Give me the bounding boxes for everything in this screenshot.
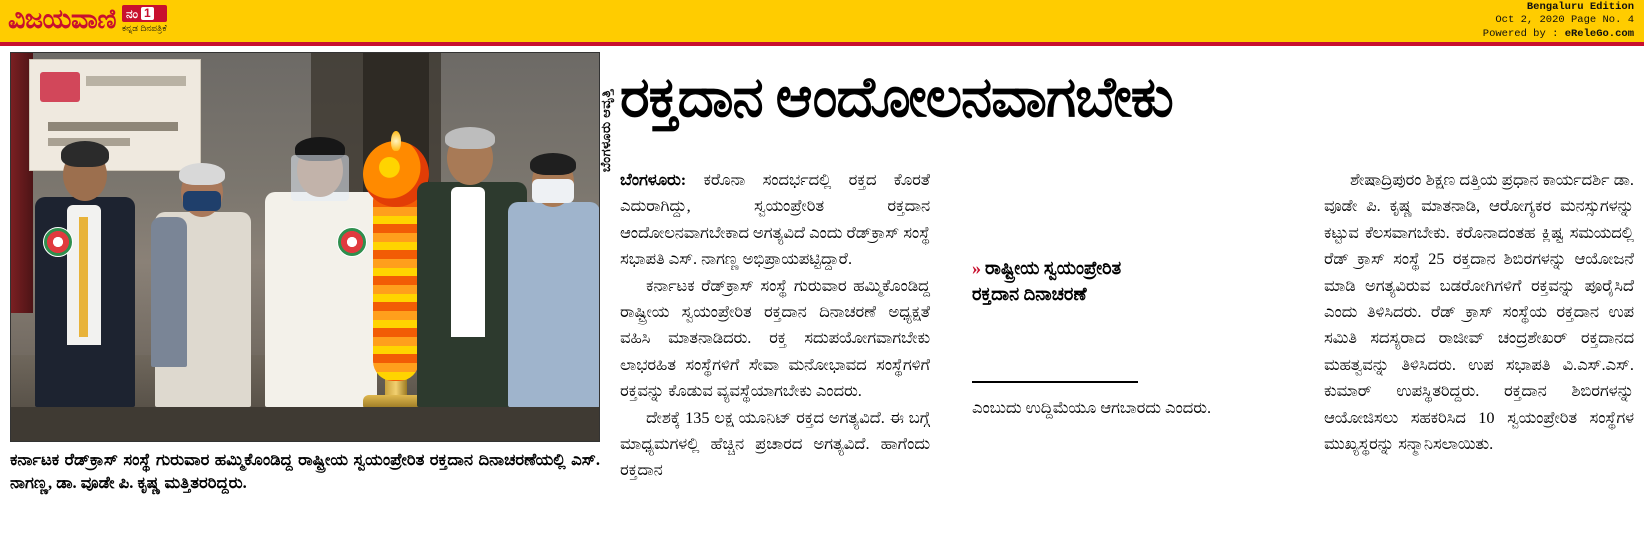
photo-table <box>11 407 599 441</box>
pull-quote-text: ರಾಷ್ಟ್ರೀಯ ಸ್ವಯಂಪ್ರೇರಿತ ರಕ್ತದಾನ ದಿನಾಚರಣೆ <box>972 258 1122 305</box>
rank-badge-number: 1 <box>141 7 154 20</box>
publication-logo <box>8 5 167 34</box>
edition-date-page: Oct 2, 2020 Page No. 4 <box>1495 14 1634 27</box>
publication-name: ವಿಜಯವಾಣಿ <box>8 4 116 35</box>
publication-tagline: ಕನ್ನಡ ದಿನಪತ್ರಿಕೆ <box>121 23 167 34</box>
photo-person-2 <box>151 127 256 407</box>
photo-person-3 <box>261 107 381 407</box>
edition-info <box>1483 1 1634 41</box>
powered-by-brand: eReleGo.com <box>1564 27 1634 40</box>
masthead <box>0 0 1644 42</box>
article-headline: ರಕ್ತದಾನ ಆಂದೋಲನವಾಗಬೇಕು <box>620 67 1173 129</box>
column-3 <box>1324 167 1634 457</box>
rank-badge <box>122 5 167 22</box>
text-columns <box>620 167 1634 547</box>
photo-person-5 <box>506 117 600 407</box>
powered-by-label: Powered by : <box>1482 27 1565 40</box>
column-2-text: ಎಂಬುದು ಉದ್ದಿಮೆಯೂ ಆಗಬಾರದು ಎಂದರು. <box>972 398 1212 417</box>
photo-person-1 <box>29 107 139 407</box>
column-1-paragraph-2: ಕರ್ನಾಟಕ ರೆಡ್‌ಕ್ರಾಸ್ ಸಂಸ್ಥೆ ಗುರುವಾರ ಹಮ್ಮಿಕೊಂಡಿದ್ದ ರಾಷ್ಟ್ರೀಯ ಸ್ವಯಂಪ್ರೇರಿತ ರಕ್ತದಾನ ದಿನಾಚರಣೆ ಅಧ್ಯಕ್ಷತೆ ವಹಿಸಿ ಮಾತನಾಡಿದರು. ರಕ್ತ ಸದುಪಯೋಗವಾಗಬೇಕು ಲಾಭರಹಿತ ಸಂಸ್ಥೆಗಳಿಗೆ ಸೇವಾ ಮನೋಭಾವದ ಸಂಸ್ಥೆಗಳಿಗೆ ರಕ್ತವನ್ನು ಕೊಡುವ ವ್ಯವಸ್ಥೆಯಾಗಬೇಕು ಎಂದರು. <box>620 275 930 401</box>
edition-vertical-label: ಬೆಂಗಳೂರು ಆವೃತ್ತಿ <box>598 89 613 173</box>
masthead-divider <box>0 42 1644 46</box>
photo-column <box>10 52 600 495</box>
edition-name: Bengaluru Edition <box>1526 1 1634 13</box>
powered-by <box>1483 28 1634 41</box>
dateline: ಬೆಂಗಳೂರು: <box>620 170 687 189</box>
column-3-paragraph-1: ಶೇಷಾದ್ರಿಪುರಂ ಶಿಕ್ಷಣ ದತ್ತಿಯ ಪ್ರಧಾನ ಕಾರ್ಯದರ್ಶಿ ಡಾ. ವೂಡೇ ಪಿ. ಕೃಷ್ಣ ಮಾತನಾಡಿ, ಆರೋಗ್ಯಕರ ಮನಸ್ಸುಗಳನ್ನು ಕಟ್ಟುವ ಕೆಲಸವಾಗಬೇಕು. ಕರೊನಾದಂತಹ ಕ್ಲಿಷ್ಟ ಸಮಯದಲ್ಲಿ ರೆಡ್ ಕ್ರಾಸ್ ಸಂಸ್ಥೆ 25 ರಕ್ತದಾನ ಶಿಬಿರಗಳನ್ನು ಆಯೋಜನೆ ಮಾಡಿ ಅಗತ್ಯವಿರುವ ಬಡರೋಗಿಗಳಿಗೆ ರಕ್ತವನ್ನು ಪೂರೈಸಿದೆ ಎಂದು ತಿಳಿಸಿದರು. ರೆಡ್ ಕ್ರಾಸ್ ಸಂಸ್ಥೆಯ ರಕ್ತದಾನ ಉಪ ಸಮಿತಿ ಸದಸ್ಯರಾದ ರಾಜೀವ್ ಚಂದ್ರಶೇಖರ್ ರಕ್ತದಾನದ ಮಹತ್ವವನ್ನು ತಿಳಿಸಿದರು. ಉಪ ಸಭಾಪತಿ ವಿ.ಎಸ್.ಎಸ್. ಕುಮಾರ್ ಉಪಸ್ಥಿತರಿದ್ದರು. ರಕ್ತದಾನ ಶಿಬಿರಗಳನ್ನು ಆಯೋಜಿಸಲು ಸಹಕರಿಸಿದ 10 ಸ್ವಯಂಪ್ರೇರಿತ ಸಂಸ್ಥೆಗಳ ಮುಖ್ಯಸ್ಥರನ್ನು ಸನ್ಮಾನಿಸಲಾಯಿತು. <box>1324 170 1634 453</box>
rank-badge-label: ನಂ <box>125 6 138 21</box>
pull-quote-chevron-icon: » <box>972 258 981 278</box>
column-2-lower <box>972 395 1282 421</box>
pull-quote <box>972 255 1132 307</box>
column-1-paragraph-3: ದೇಶಕ್ಕೆ 135 ಲಕ್ಷ ಯೂನಿಟ್ ರಕ್ತದ ಅಗತ್ಯವಿದೆ. ಈ ಬಗ್ಗೆ ಮಾಧ್ಯಮಗಳಲ್ಲಿ ಹೆಚ್ಚಿನ ಪ್ರಚಾರದ ಅಗತ್ಯವಿದೆ. ಹಾಗೆಂದು ರಕ್ತದಾನ <box>620 407 930 480</box>
column-1-p1-text: ಕರೊನಾ ಸಂದರ್ಭದಲ್ಲಿ ರಕ್ತದ ಕೊರತೆ ಎದುರಾಗಿದ್ದು, ಸ್ವಯಂಪ್ರೇರಿತ ರಕ್ತದಾನ ಆಂದೋಲನವಾಗಬೇಕಾದ ಅಗತ್ಯವಿದೆ ಎಂದು ರೆಡ್‌ಕ್ರಾಸ್ ಸಂಸ್ಥೆ ಸಭಾಪತಿ ಎಸ್. ನಾಗಣ್ಣ ಅಭಿಪ್ರಾಯಪಟ್ಟಿದ್ದಾರೆ. <box>620 170 931 269</box>
photo-lamp-flame <box>391 131 401 151</box>
column-1-paragraph-1 <box>620 167 930 273</box>
column-1 <box>620 167 930 484</box>
pull-quote-divider <box>972 381 1138 383</box>
article-photo <box>10 52 600 442</box>
article-body <box>0 49 1644 545</box>
photo-caption: ಕರ್ನಾಟಕ ರೆಡ್‌ಕ್ರಾಸ್ ಸಂಸ್ಥೆ ಗುರುವಾರ ಹಮ್ಮಿಕೊಂಡಿದ್ದ ರಾಷ್ಟ್ರೀಯ ಸ್ವಯಂಪ್ರೇರಿತ ರಕ್ತದಾನ ದಿನಾಚರಣೆಯಲ್ಲಿ ಎಸ್. ನಾಗಣ್ಣ, ಡಾ. ವೂಡೇ ಪಿ. ಕೃಷ್ಣ ಮತ್ತಿತರರಿದ್ದರು. <box>10 450 600 493</box>
